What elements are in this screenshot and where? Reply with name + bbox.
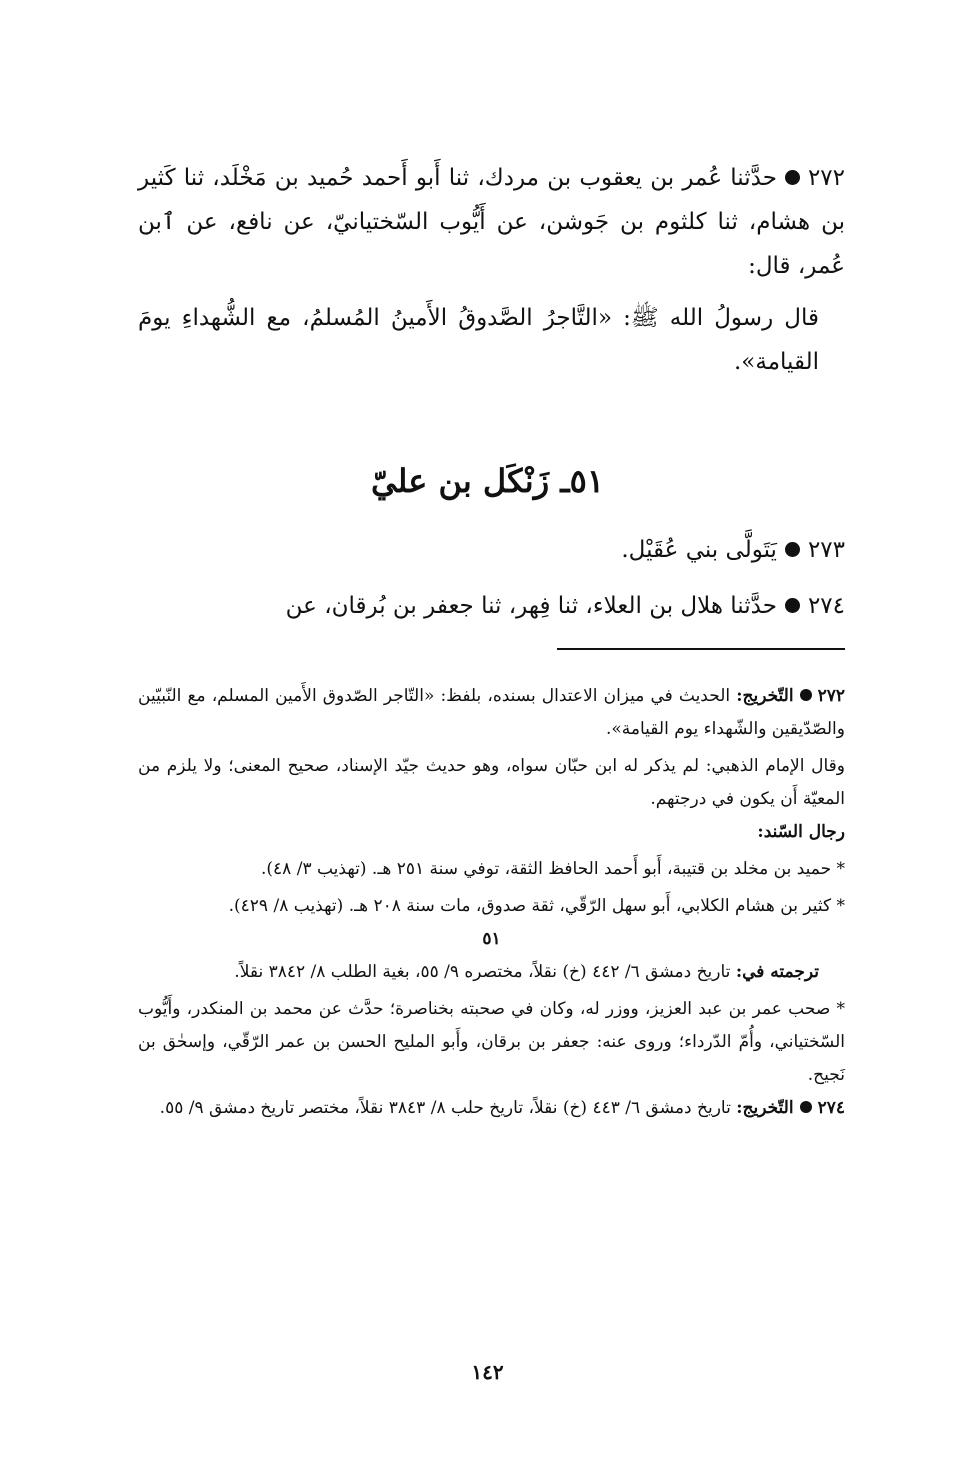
note-text: تاريخ دمشق ٦/ ٤٤٢ (خ) نقلاً، مختصره ٩/ ٥٥، بغية الطلب ٨/ ٣٨٤٢ نقلاً. [234, 962, 731, 982]
note-rijal-heading: رجال السّند: [757, 822, 845, 842]
note-label: التّخريج: [736, 686, 794, 706]
hadith-274 [138, 584, 845, 628]
bullet-icon [800, 1101, 812, 1113]
hadith-text: حدَّثنا هلال بن العلاء، ثنا فِهر، ثنا جعفر بن بُرقان، عن [285, 593, 777, 619]
hadith-273 [138, 528, 845, 572]
bullet-icon [785, 170, 800, 185]
hadith-272-matn: قال رسولُ الله ﷺ: «التَّاجرُ الصَّدوقُ الأَمينُ المُسلمُ، مع الشُّهداءِ يومَ القيامة». [138, 305, 819, 375]
note-number: ٢٧٢ [817, 686, 845, 706]
footnotes [138, 680, 845, 1125]
note-text: الحديث في ميزان الاعتدال بسنده، بلفظ: «التّاجر الصّدوق الأَمين المسلم، مع النّبيّين والصّدّيقين والشّهداء يوم القيامة». [138, 686, 845, 739]
note-sahib: * صحب عمر بن عبد العزيز، ووزر له، وكان في صحبته بخناصرة؛ حدَّث عن محمد بن المنكدر، وأَيُّوب السّختياني، وأُمّ الدّرداء؛ وروى عنه: جعفر بن برقان، وأَبو المليح الحسن بن عمر الرّقّي، وإسحٰق بن نَجيح. [138, 999, 845, 1085]
hadith-number: ٢٧٣ [807, 537, 845, 563]
section-title: ٥١ـ زَنْكَل بن عليّ [370, 462, 605, 500]
hadith-272-isnad [138, 156, 845, 288]
note-rijal-1: * حميد بن مخلد بن قتيبة، أَبو أَحمد الحافظ الثقة، توفي سنة ٢٥١ هـ. (تهذيب ٣/ ٤٨). [260, 859, 845, 879]
hadith-number: ٢٧٢ [807, 165, 845, 191]
bullet-icon [800, 689, 812, 701]
bullet-icon [785, 598, 800, 613]
note-272 [138, 680, 845, 746]
note-dhahabi: وقال الإمام الذهبي: لم يذكر له ابن حبّان سواه، وهو حديث جيّد الإسناد، صحيح المعنى؛ ولا يلزم من المعيّة أَن يكون في درجتهم. [138, 756, 845, 809]
hadith-text: حدَّثنا عُمر بن يعقوب بن مردك، ثنا أَبو أَحمد حُميد بن مَخْلَد، ثنا كَثير بن هشام، ثنا كلثوم بن جَوشن، عن أَيُّوب السّختيانيّ، عن نافع، عن ٱبن عُمر، قال: [138, 165, 845, 279]
note-text: تاريخ دمشق ٦/ ٤٤٣ (خ) نقلاً، تاريخ حلب ٨/ ٣٨٤٣ نقلاً، مختصر تاريخ دمشق ٩/ ٥٥. [159, 1098, 731, 1118]
note-label: التّخريج: [736, 1098, 794, 1118]
page-number: ١٤٢ [471, 1360, 504, 1384]
note-274 [138, 1092, 845, 1125]
hadith-text: يَتَولَّى بني عُقَيْل. [621, 537, 777, 563]
bullet-icon [785, 542, 800, 557]
hadith-number: ٢٧٤ [807, 593, 845, 619]
note-section-number: ٥١ [482, 929, 501, 949]
note-label: ترجمته في: [735, 962, 819, 982]
note-rijal-2: * كثير بن هشام الكلابي، أَبو سهل الرّقّي، ثقة صدوق، مات سنة ٢٠٨ هـ. (تهذيب ٨/ ٤٢٩). [228, 896, 845, 916]
footnote-divider [557, 648, 845, 650]
note-tarjama [138, 956, 845, 989]
note-number: ٢٧٤ [817, 1098, 845, 1118]
hadith-272 [138, 156, 845, 384]
